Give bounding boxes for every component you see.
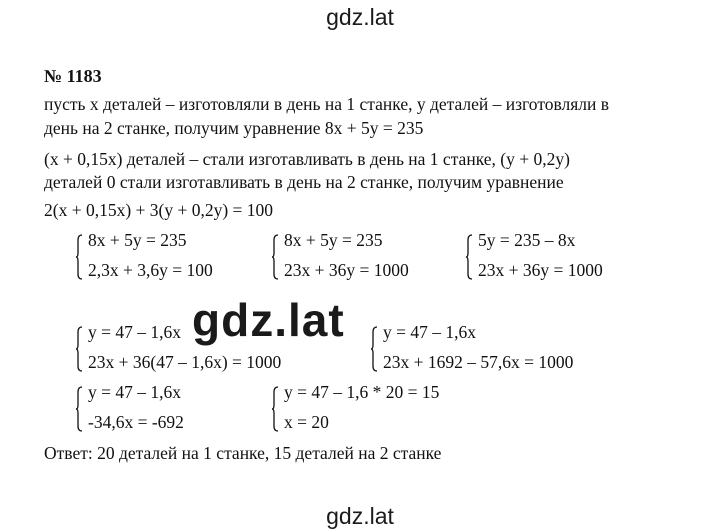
watermark-top: gdz.lat (326, 4, 394, 30)
brace-icon (371, 326, 378, 372)
brace-icon (466, 234, 473, 280)
brace-icon (76, 234, 83, 280)
system-7-row-2: х = 20 (284, 412, 329, 432)
answer-line: Ответ: 20 деталей на 1 станке, 15 деталей на 2 станке (44, 443, 442, 463)
system-2-row-2: 23х + 36у = 1000 (284, 260, 409, 280)
system-3-row-1: 5у = 235 – 8х (478, 230, 576, 250)
text-line-5: 2(х + 0,15х) + 3(у + 0,2у) = 100 (44, 200, 274, 220)
system-6-row-1: у = 47 – 1,6х (88, 382, 181, 402)
system-1-row-2: 2,3х + 3,6у = 100 (88, 260, 213, 280)
text-line-1: пусть х деталей – изготовляли в день на 1 станке, у деталей – изготовляли в (44, 94, 610, 114)
system-4-row-2: 23х + 36(47 – 1,6х) = 1000 (88, 352, 282, 372)
system-7-row-1: у = 47 – 1,6 * 20 = 15 (284, 382, 440, 402)
system-1-row-1: 8х + 5у = 235 (88, 230, 187, 250)
text-line-4: деталей 0 стали изготавливать в день на 2 станке, получим уравнение (44, 172, 564, 192)
problem-number: № 1183 (44, 66, 102, 86)
system-5-row-2: 23х + 1692 – 57,6х = 1000 (383, 352, 574, 372)
text-line-2: день на 2 станке, получим уравнение 8х + 5у = 235 (44, 118, 424, 138)
system-2-row-1: 8х + 5у = 235 (284, 230, 383, 250)
system-4-row-1: у = 47 – 1,6х (88, 322, 181, 342)
system-5-row-1: у = 47 – 1,6х (383, 322, 476, 342)
brace-icon (76, 326, 83, 372)
system-6-row-2: -34,6х = -692 (88, 412, 184, 432)
brace-icon (272, 386, 279, 432)
system-3-row-2: 23х + 36у = 1000 (478, 260, 603, 280)
text-line-3: (х + 0,15х) деталей – стали изготавливать в день на 1 станке, (у + 0,2у) (44, 149, 570, 169)
brace-icon (272, 234, 279, 280)
brace-icon (76, 386, 83, 432)
watermark-middle: gdz.lat (192, 294, 345, 346)
watermark-bottom: gdz.lat (326, 503, 394, 529)
